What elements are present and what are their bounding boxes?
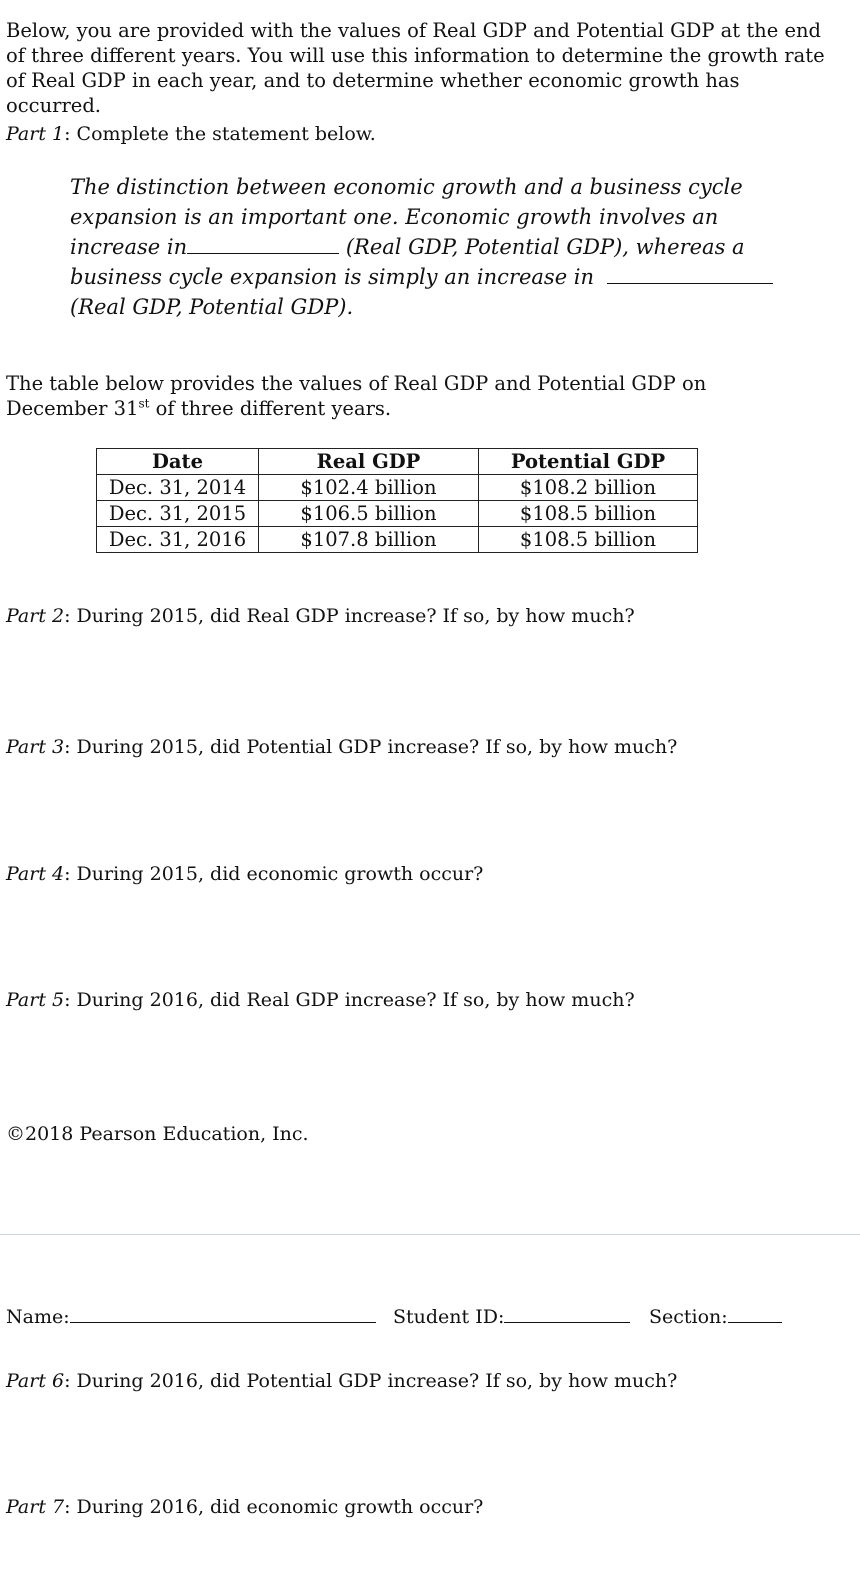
cell-real-gdp: $106.5 billion xyxy=(259,501,479,527)
part1-label: Part 1 xyxy=(6,123,65,145)
header-potential-gdp: Potential GDP xyxy=(479,449,698,475)
part1-text: : Complete the statement below. xyxy=(64,123,376,145)
answer-blank-1[interactable] xyxy=(187,233,339,254)
name-field-group xyxy=(6,1304,376,1329)
part4-prompt xyxy=(6,862,483,886)
answer-blank-2[interactable] xyxy=(607,263,773,284)
table-intro xyxy=(6,371,806,421)
header-real-gdp: Real GDP xyxy=(259,449,479,475)
part3-prompt xyxy=(6,735,677,759)
cell-date: Dec. 31, 2015 xyxy=(97,501,259,527)
student-id-label: Student ID: xyxy=(393,1306,505,1328)
table-row xyxy=(97,475,698,501)
cell-real-gdp: $107.8 billion xyxy=(259,527,479,553)
table-header-row xyxy=(97,449,698,475)
header-date: Date xyxy=(97,449,259,475)
statement-line-3b: (Real GDP, Potential GDP), whereas a xyxy=(345,235,745,259)
statement-line-3 xyxy=(70,232,810,262)
statement-line-4-text: business cycle expansion is simply an increase in xyxy=(70,265,595,289)
part4-text: : During 2015, did economic growth occur? xyxy=(64,863,484,885)
cell-date: Dec. 31, 2014 xyxy=(97,475,259,501)
part5-label: Part 5 xyxy=(6,989,65,1011)
intro-paragraph: Below, you are provided with the values of Real GDP and Potential GDP at the end of three different years. You will use this information to determine the growth rate of Real GDP in each year, and to determine whether economic growth has occurred. xyxy=(6,19,825,117)
part2-text: : During 2015, did Real GDP increase? If so, by how much? xyxy=(64,605,635,627)
part6-label: Part 6 xyxy=(6,1370,65,1392)
section-field-group xyxy=(649,1304,782,1329)
name-blank[interactable] xyxy=(70,1304,376,1323)
fill-in-statement xyxy=(70,172,810,322)
part7-prompt xyxy=(6,1495,483,1519)
part2-label: Part 2 xyxy=(6,605,65,627)
gdp-table xyxy=(96,448,698,553)
cell-potential-gdp: $108.2 billion xyxy=(479,475,698,501)
section-label: Section: xyxy=(649,1306,728,1328)
part7-label: Part 7 xyxy=(6,1496,65,1518)
statement-line-5: (Real GDP, Potential GDP). xyxy=(70,295,354,319)
cell-real-gdp: $102.4 billion xyxy=(259,475,479,501)
part6-text: : During 2016, did Potential GDP increase? If so, by how much? xyxy=(64,1370,678,1392)
table-row xyxy=(97,527,698,553)
table-intro-text: The table below provides the values of Real GDP and Potential GDP on December 31 xyxy=(6,372,707,420)
cell-potential-gdp: $108.5 billion xyxy=(479,527,698,553)
statement-line-4 xyxy=(70,262,810,292)
cell-potential-gdp: $108.5 billion xyxy=(479,501,698,527)
table-intro-text-after: of three different years. xyxy=(149,397,392,420)
part2-prompt xyxy=(6,604,635,628)
part5-text: : During 2016, did Real GDP increase? If so, by how much? xyxy=(64,989,635,1011)
part3-label: Part 3 xyxy=(6,736,65,758)
name-label: Name: xyxy=(6,1306,70,1328)
part1-prompt xyxy=(6,122,376,146)
section-blank[interactable] xyxy=(728,1304,782,1323)
copyright-notice: ©2018 Pearson Education, Inc. xyxy=(6,1123,309,1145)
part7-text: : During 2016, did economic growth occur? xyxy=(64,1496,484,1518)
statement-line-2: expansion is an important one. Economic growth involves an xyxy=(70,205,719,229)
statement-line-1: The distinction between economic growth and a business cycle xyxy=(70,175,743,199)
cell-date: Dec. 31, 2016 xyxy=(97,527,259,553)
page-divider xyxy=(0,1234,860,1235)
table-row xyxy=(97,501,698,527)
part6-prompt xyxy=(6,1369,677,1393)
table-intro-sup: st xyxy=(138,396,150,411)
student-id-blank[interactable] xyxy=(504,1304,630,1323)
statement-line-3a: increase in xyxy=(70,235,188,259)
part4-label: Part 4 xyxy=(6,863,65,885)
part3-text: : During 2015, did Potential GDP increase? If so, by how much? xyxy=(64,736,678,758)
part5-prompt xyxy=(6,988,635,1012)
student-id-field-group xyxy=(393,1304,630,1329)
